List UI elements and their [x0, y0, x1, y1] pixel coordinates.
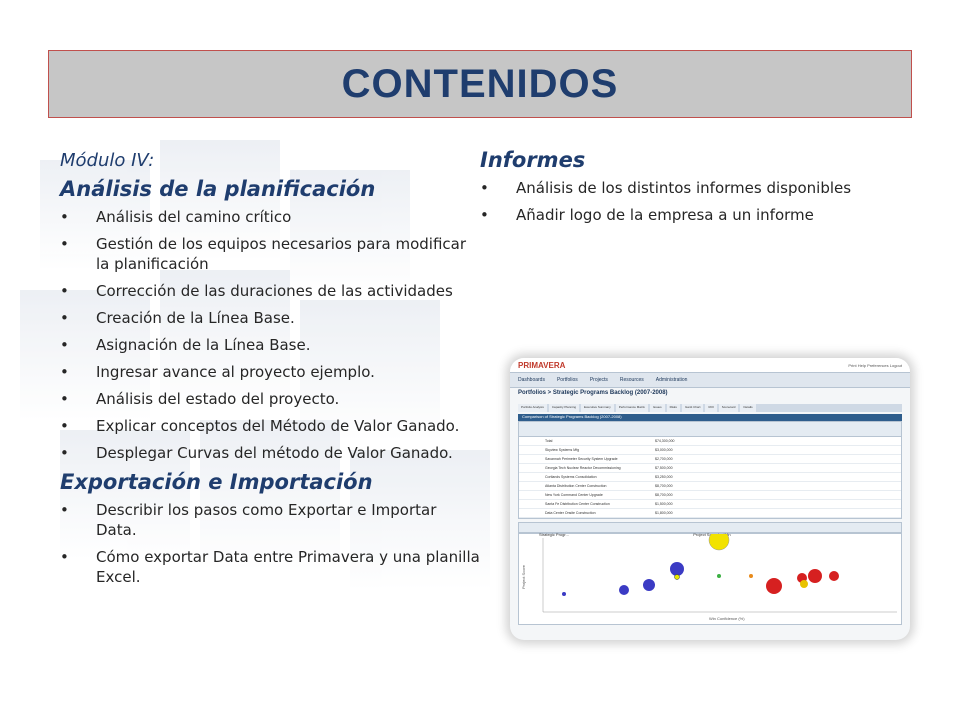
app-topbar	[510, 358, 910, 372]
tab: Performance Matrix	[616, 404, 648, 412]
tab-strip	[518, 404, 902, 412]
tab: Gantt Chart	[682, 404, 704, 412]
nav-item: Projects	[589, 377, 608, 383]
row-budget: $2,700,000	[655, 457, 673, 461]
tab: ROI	[705, 404, 716, 412]
list-item: • Añadir logo de la empresa a un informe	[480, 205, 900, 225]
row-name: Santa Fe Distribution Center Construction	[545, 502, 610, 506]
tab: Details	[740, 404, 755, 412]
list-informes	[480, 178, 900, 225]
tab: Capacity Planning	[549, 404, 579, 412]
list-planificacion	[60, 207, 480, 463]
list-item: • Cómo exportar Data entre Primavera y una planilla Excel.	[60, 547, 480, 587]
slide-title: CONTENIDOS	[341, 61, 619, 106]
list-item: • Ingresar avance al proyecto ejemplo.	[60, 362, 480, 382]
breadcrumb: Portfolios > Strategic Programs Backlog (2007-2008)	[518, 390, 668, 396]
panel-title: Comparison of Strategic Programs Backlog (2007-2008)	[518, 414, 902, 421]
table-row	[519, 473, 901, 482]
row-budget: $8,700,000	[655, 484, 673, 488]
list-item: • Gestión de los equipos necesarios para modificar la planificación	[60, 234, 480, 274]
row-name: Cortlands Systems Consolidation	[545, 475, 597, 479]
row-name: Total	[545, 439, 553, 443]
primavera-logo: PRIMAVERA	[518, 360, 566, 370]
list-item: • Creación de la Línea Base.	[60, 308, 480, 328]
portfolio-grid	[518, 421, 902, 519]
table-row	[519, 446, 901, 455]
list-item: • Explicar conceptos del Método de Valor Ganado.	[60, 416, 480, 436]
chart-ylabel: Project Score	[521, 564, 526, 589]
nav-item: Resources	[619, 377, 644, 383]
row-name: Georgia Tech Nuclear Reactor Decommissioning	[545, 466, 621, 470]
tab: Portfolio Analysis	[518, 404, 547, 412]
bubble-chart-svg	[519, 534, 903, 622]
list-item: • Desplegar Curvas del método de Valor Ganado.	[60, 443, 480, 463]
tab: Issues	[650, 404, 665, 412]
row-budget: $74,300,000	[655, 439, 675, 443]
app-navbar	[510, 372, 910, 388]
grid-header	[519, 422, 901, 437]
list-item: • Análisis de los distintos informes disponibles	[480, 178, 900, 198]
tab: Scorecard	[719, 404, 739, 412]
module-label: Módulo IV:	[60, 150, 155, 171]
section-title-exportacion: Exportación e Importación	[60, 470, 373, 494]
row-name: New York Command Center Upgrade	[545, 493, 603, 497]
primavera-screenshot	[510, 358, 910, 640]
row-budget: $7,500,000	[655, 466, 673, 470]
title-bar	[48, 50, 912, 118]
chart-xlabel: Win Confidence (%)	[709, 616, 745, 621]
row-name: Atlanta Distribution Center Construction	[545, 484, 607, 488]
row-budget: $3,000,000	[655, 448, 673, 452]
nav-item: Administration	[655, 377, 688, 383]
table-row	[519, 500, 901, 509]
table-row	[519, 509, 901, 518]
table-row	[519, 482, 901, 491]
table-row	[519, 464, 901, 473]
list-item: • Análisis del camino crítico	[60, 207, 480, 227]
row-name: Data Center Onsite Construction	[545, 511, 596, 515]
table-row	[519, 437, 901, 446]
tab: Risks	[667, 404, 680, 412]
list-item: • Corrección de las duraciones de las actividades	[60, 281, 480, 301]
nav-item: Dashboards	[518, 377, 545, 383]
section-title-informes: Informes	[480, 148, 586, 172]
row-budget: $1,500,000	[655, 502, 673, 506]
nav-item: Portfolios	[556, 377, 578, 383]
table-row	[519, 491, 901, 500]
chart-toolbar	[518, 522, 902, 533]
row-name: Skyview Systems Mfg	[545, 448, 580, 452]
row-budget: $1,800,000	[655, 511, 673, 515]
left-column	[60, 148, 480, 594]
table-row	[519, 455, 901, 464]
list-item: • Asignación de la Línea Base.	[60, 335, 480, 355]
list-exportacion	[60, 500, 480, 587]
bubble-chart	[518, 533, 902, 625]
row-budget: $3,250,000	[655, 475, 673, 479]
row-budget: $8,700,000	[655, 493, 673, 497]
list-item: • Describir los pasos como Exportar e Importar Data.	[60, 500, 480, 540]
tab: Executive Summary	[581, 404, 614, 412]
top-links: Print Help Preferences Logout	[848, 362, 902, 368]
right-column	[480, 148, 900, 232]
row-name: Savannah Perimeter Security System Upgrade	[545, 457, 618, 461]
section-title-planificacion: Análisis de la planificación	[60, 177, 376, 201]
list-item: • Análisis del estado del proyecto.	[60, 389, 480, 409]
